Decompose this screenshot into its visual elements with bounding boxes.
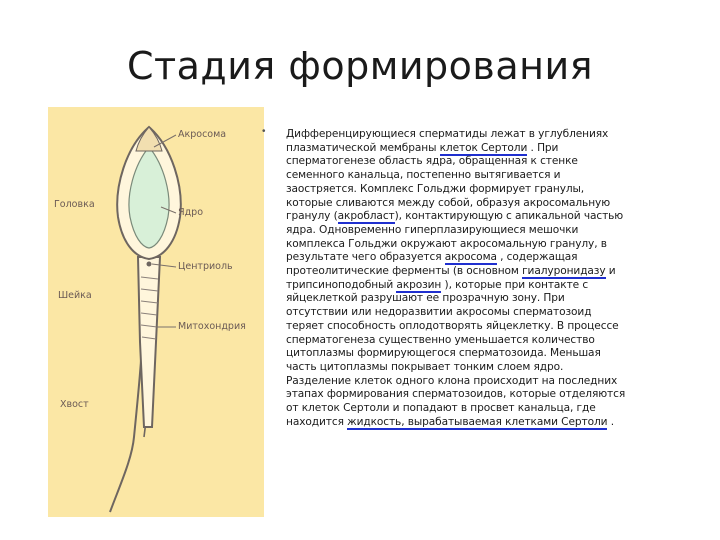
text-line: отсутствии или недоразвитии акросомы сперматозоид — [286, 306, 592, 319]
text-line: теряет способность оплодотворять яйцеклетку. В процессе — [286, 319, 619, 332]
text-line: плазматической мембраны клеток Сертоли . При — [286, 141, 559, 154]
inline-link[interactable]: акрозин — [396, 278, 442, 291]
text-line: результате чего образуется акросома , содержащая — [286, 251, 578, 264]
centriole-dot — [147, 262, 152, 267]
label-neck: Шейка — [58, 290, 92, 301]
text-line: Дифференцирующиеся сперматиды лежат в углублениях — [286, 128, 609, 140]
text-line: которые сливаются между собой, образуя акросомальную — [286, 196, 611, 209]
text-line: гранулу (акробласт), контактирующую с апикальной частью — [286, 210, 624, 223]
inline-link[interactable]: гиалуронидазу — [522, 265, 606, 278]
tail-shape — [110, 312, 144, 512]
text-line: находится жидкость, вырабатываемая клетками Сертоли . — [286, 415, 614, 428]
label-tail: Хвост — [60, 399, 89, 410]
text-line: трипсиноподобный акрозин ), которые при контакте с — [286, 278, 589, 291]
text-line: сперматогенеза существенно уменьшается количество — [286, 333, 595, 346]
slide-title: Стадия формирования — [126, 44, 594, 88]
label-acrosome: Акросома — [178, 129, 227, 140]
text-line: Разделение клеток одного клона происходит на последних — [286, 374, 618, 387]
text-line: часть цитоплазмы покрывает тонким слоем ядро. — [286, 360, 564, 373]
sperm-diagram — [48, 107, 264, 517]
middle-piece — [138, 257, 160, 427]
text-line: цитоплазмы формирующегося сперматозоида. Меньшая — [286, 347, 601, 360]
inline-link[interactable]: жидкость, вырабатываемая клетками Сертоли — [347, 415, 608, 428]
inline-link[interactable]: акросома — [444, 251, 497, 264]
label-centriole: Центриоль — [178, 261, 233, 272]
text-line: этапах формирования сперматозоидов, которые отделяются — [286, 388, 626, 401]
text-line: от клеток Сертоли и попадают в просвет канальца, где — [286, 402, 596, 415]
text-line: семенного канальца, постепенно вытягивается и — [286, 169, 561, 182]
text-line: сперматогенезе область ядра, обращенная к стенке — [286, 155, 578, 168]
inline-link[interactable]: акробласт — [337, 210, 395, 223]
text-line: комплекса Гольджи окружают акросомальную гранулу, в — [286, 237, 607, 250]
label-mitochondria: Митохондрия — [178, 321, 246, 332]
text-line: заостряется. Комплекс Гольджи формирует гранулы, — [286, 182, 585, 195]
label-head: Головка — [54, 199, 95, 210]
label-nucleus: Ядро — [178, 207, 204, 218]
text-line: протеолитические ферменты (в основном гиалуронидазу и — [286, 265, 616, 278]
sperm-drawing — [48, 107, 264, 517]
text-line: яйцеклеткой разрушают ее прозрачную зону. При — [286, 292, 565, 305]
text-line: ядра. Одновременно гиперплазирующиеся мешочки — [286, 223, 579, 236]
body-text — [286, 128, 684, 429]
inline-link[interactable]: клеток Сертоли — [439, 141, 528, 154]
bullet-marker: • — [262, 126, 266, 137]
